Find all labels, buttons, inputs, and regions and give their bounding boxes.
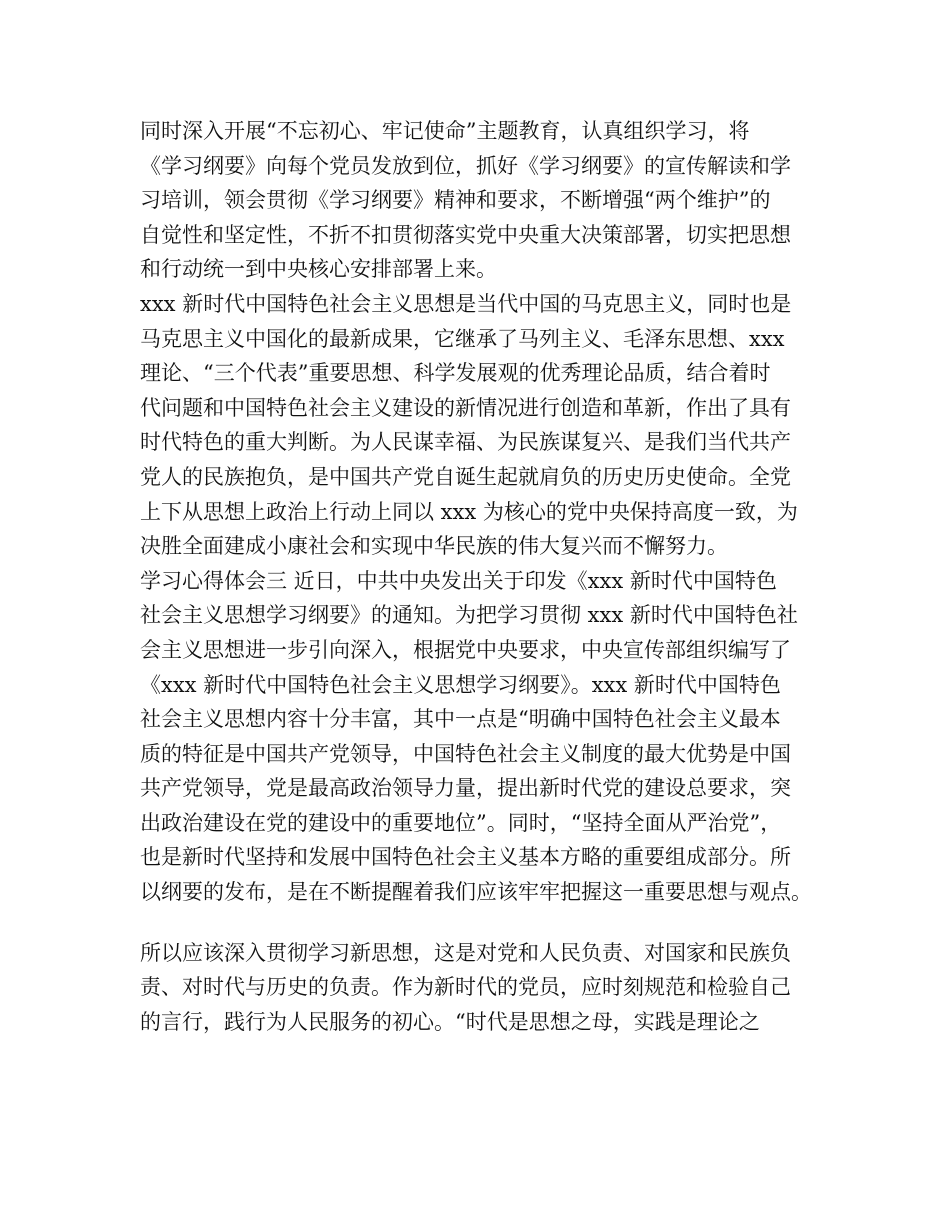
text-line: 马克思主义中国化的最新成果，它继承了马列主义、毛泽东思想、xxx — [140, 326, 785, 351]
text-line: 也是新时代坚持和发展中国特色社会主义基本方略的重要组成部分。所 — [140, 845, 791, 870]
text-line: 社会主义思想内容十分丰富，其中一点是“明确中国特色社会主义最本 — [140, 707, 781, 732]
text-line: 上下从思想上政治上行动上同以 xxx 为核心的党中央保持高度一致，为 — [140, 499, 798, 524]
text-line: 《学习纲要》向每个党员发放到位，抓好《学习纲要》的宣传解读和学 — [140, 153, 791, 178]
text-line: 和行动统一到中央核心安排部署上来。 — [140, 257, 497, 282]
text-line: 社会主义思想学习纲要》的通知。为把学习贯彻 xxx 新时代中国特色社 — [140, 603, 798, 628]
text-line: 《xxx 新时代中国特色社会主义思想学习纲要》。xxx 新时代中国特色 — [140, 672, 781, 697]
text-line: 会主义思想进一步引向深入，根据党中央要求，中央宣传部组织编写了 — [140, 637, 791, 662]
text-line: 共产党领导，党是最高政治领导力量，提出新时代党的建设总要求，突 — [140, 776, 791, 801]
text-line: 以纲要的发布，是在不断提醒着我们应该牢牢把握这一重要思想与观点。 — [140, 880, 812, 905]
text-line: 代问题和中国特色社会主义建设的新情况进行创造和革新，作出了具有 — [140, 395, 791, 420]
text-line: 出政治建设在党的建设中的重要地位”。同时，“坚持全面从严治党”， — [140, 810, 782, 835]
paragraph-1 — [140, 114, 830, 287]
text-line: 时代特色的重大判断。为人民谋幸福、为民族谋复兴、是我们当代共产 — [140, 430, 791, 455]
text-line: 所以应该深入贯彻学习新思想，这是对党和人民负责、对国家和民族负 — [140, 940, 791, 965]
text-line: 习培训，领会贯彻《学习纲要》精神和要求，不断增强“两个维护”的 — [140, 188, 771, 213]
text-line: 党人的民族抱负，是中国共产党自诞生起就肩负的历史历史使命。全党 — [140, 464, 791, 489]
text-line: 学习心得体会三 近日，中共中央发出关于印发《xxx 新时代中国特色 — [140, 568, 777, 593]
paragraph-2 — [140, 287, 830, 564]
paragraph-spacer — [140, 910, 830, 936]
paragraph-3 — [140, 564, 830, 910]
text-line: 同时深入开展“不忘初心、牢记使命”主题教育，认真组织学习，将 — [140, 119, 750, 143]
text-line: 质的特征是中国共产党领导，中国特色社会主义制度的最大优势是中国 — [140, 741, 791, 766]
text-line: 理论、“三个代表”重要思想、科学发展观的优秀理论品质，结合着时 — [140, 361, 771, 386]
text-line: xxx 新时代中国特色社会主义思想是当代中国的马克思主义，同时也是 — [140, 291, 792, 316]
document-body — [140, 114, 830, 1039]
text-line: 的言行，践行为人民服务的初心。“时代是思想之母，实践是理论之 — [140, 1009, 760, 1034]
text-line: 自觉性和坚定性，不折不扣贯彻落实党中央重大决策部署，切实把思想 — [140, 222, 791, 247]
text-line: 责、对时代与历史的负责。作为新时代的党员，应时刻规范和检验自己 — [140, 975, 791, 1000]
text-line: 决胜全面建成小康社会和实现中华民族的伟大复兴而不懈努力。 — [140, 534, 728, 559]
paragraph-4 — [140, 936, 830, 1040]
